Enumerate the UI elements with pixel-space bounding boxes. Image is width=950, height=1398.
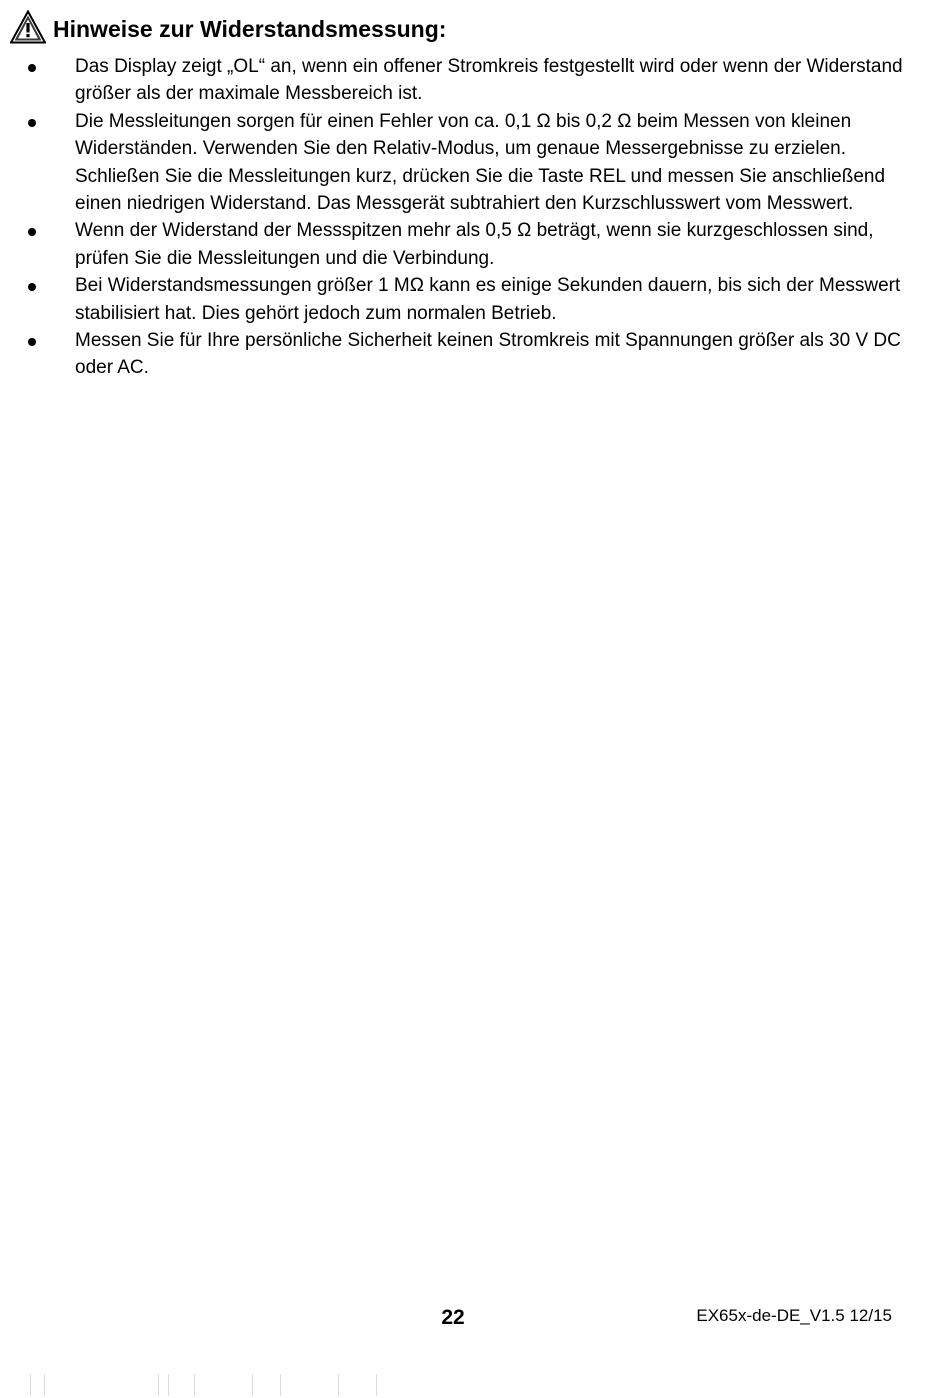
bullet-icon — [28, 119, 36, 127]
scan-mark — [168, 1374, 169, 1396]
bullet-icon — [28, 283, 36, 291]
bullet-icon — [28, 228, 36, 236]
list-item-text: Das Display zeigt „OL“ an, wenn ein offener Stromkreis festgestellt wird oder wenn der Widerstand größer als der maximale Messbereich ist. — [75, 56, 903, 105]
scan-mark — [44, 1374, 45, 1396]
scan-mark — [158, 1374, 159, 1396]
list-item — [28, 272, 908, 327]
list-item-text: Die Messleitungen sorgen für einen Fehler von ca. 0,1 Ω bis 0,2 Ω beim Messen von kleinen Widerständen. Verwenden Sie den Relativ-Modus, um genaue Messergebnisse zu erzielen. Schließen Sie die Messleitungen kurz, drücken Sie die Taste REL und messen Sie anschließend einen niedrigen Widerstand. Das Messgerät subtrahiert den Kurzschlusswert vom Messwert. — [75, 110, 886, 215]
bullet-icon — [28, 64, 36, 72]
list-item-text: Wenn der Widerstand der Messspitzen mehr als 0,5 Ω beträgt, wenn sie kurzgeschlossen sind, prüfen Sie die Messleitungen und die Verbindung. — [75, 220, 874, 269]
bullet-icon — [28, 338, 36, 346]
page-number: 22 — [441, 1306, 465, 1329]
warning-triangle-icon — [10, 10, 46, 44]
list-item-text: Messen Sie für Ihre persönliche Sicherheit keinen Stromkreis mit Spannungen größer als 30 V DC oder AC. — [75, 330, 901, 379]
scan-mark — [376, 1374, 377, 1396]
scan-mark — [30, 1374, 31, 1396]
scan-mark — [280, 1374, 281, 1396]
scan-mark — [338, 1374, 339, 1396]
document-id: EX65x-de-DE_V1.5 12/15 — [696, 1306, 892, 1325]
list-item — [28, 108, 908, 218]
heading-title: Hinweise zur Widerstandsmessung: — [53, 16, 447, 42]
section-heading — [10, 10, 446, 44]
list-item-text: Bei Widerstandsmessungen größer 1 MΩ kann es einige Sekunden dauern, bis sich der Messwert stabilisiert hat. Dies gehört jedoch zum normalen Betrieb. — [75, 275, 901, 324]
scan-mark — [194, 1374, 195, 1396]
scan-artifacts — [0, 1372, 950, 1398]
list-item — [28, 217, 908, 272]
notes-list — [28, 53, 908, 382]
list-item — [28, 327, 908, 382]
scan-mark — [252, 1374, 253, 1396]
list-item — [28, 53, 908, 108]
